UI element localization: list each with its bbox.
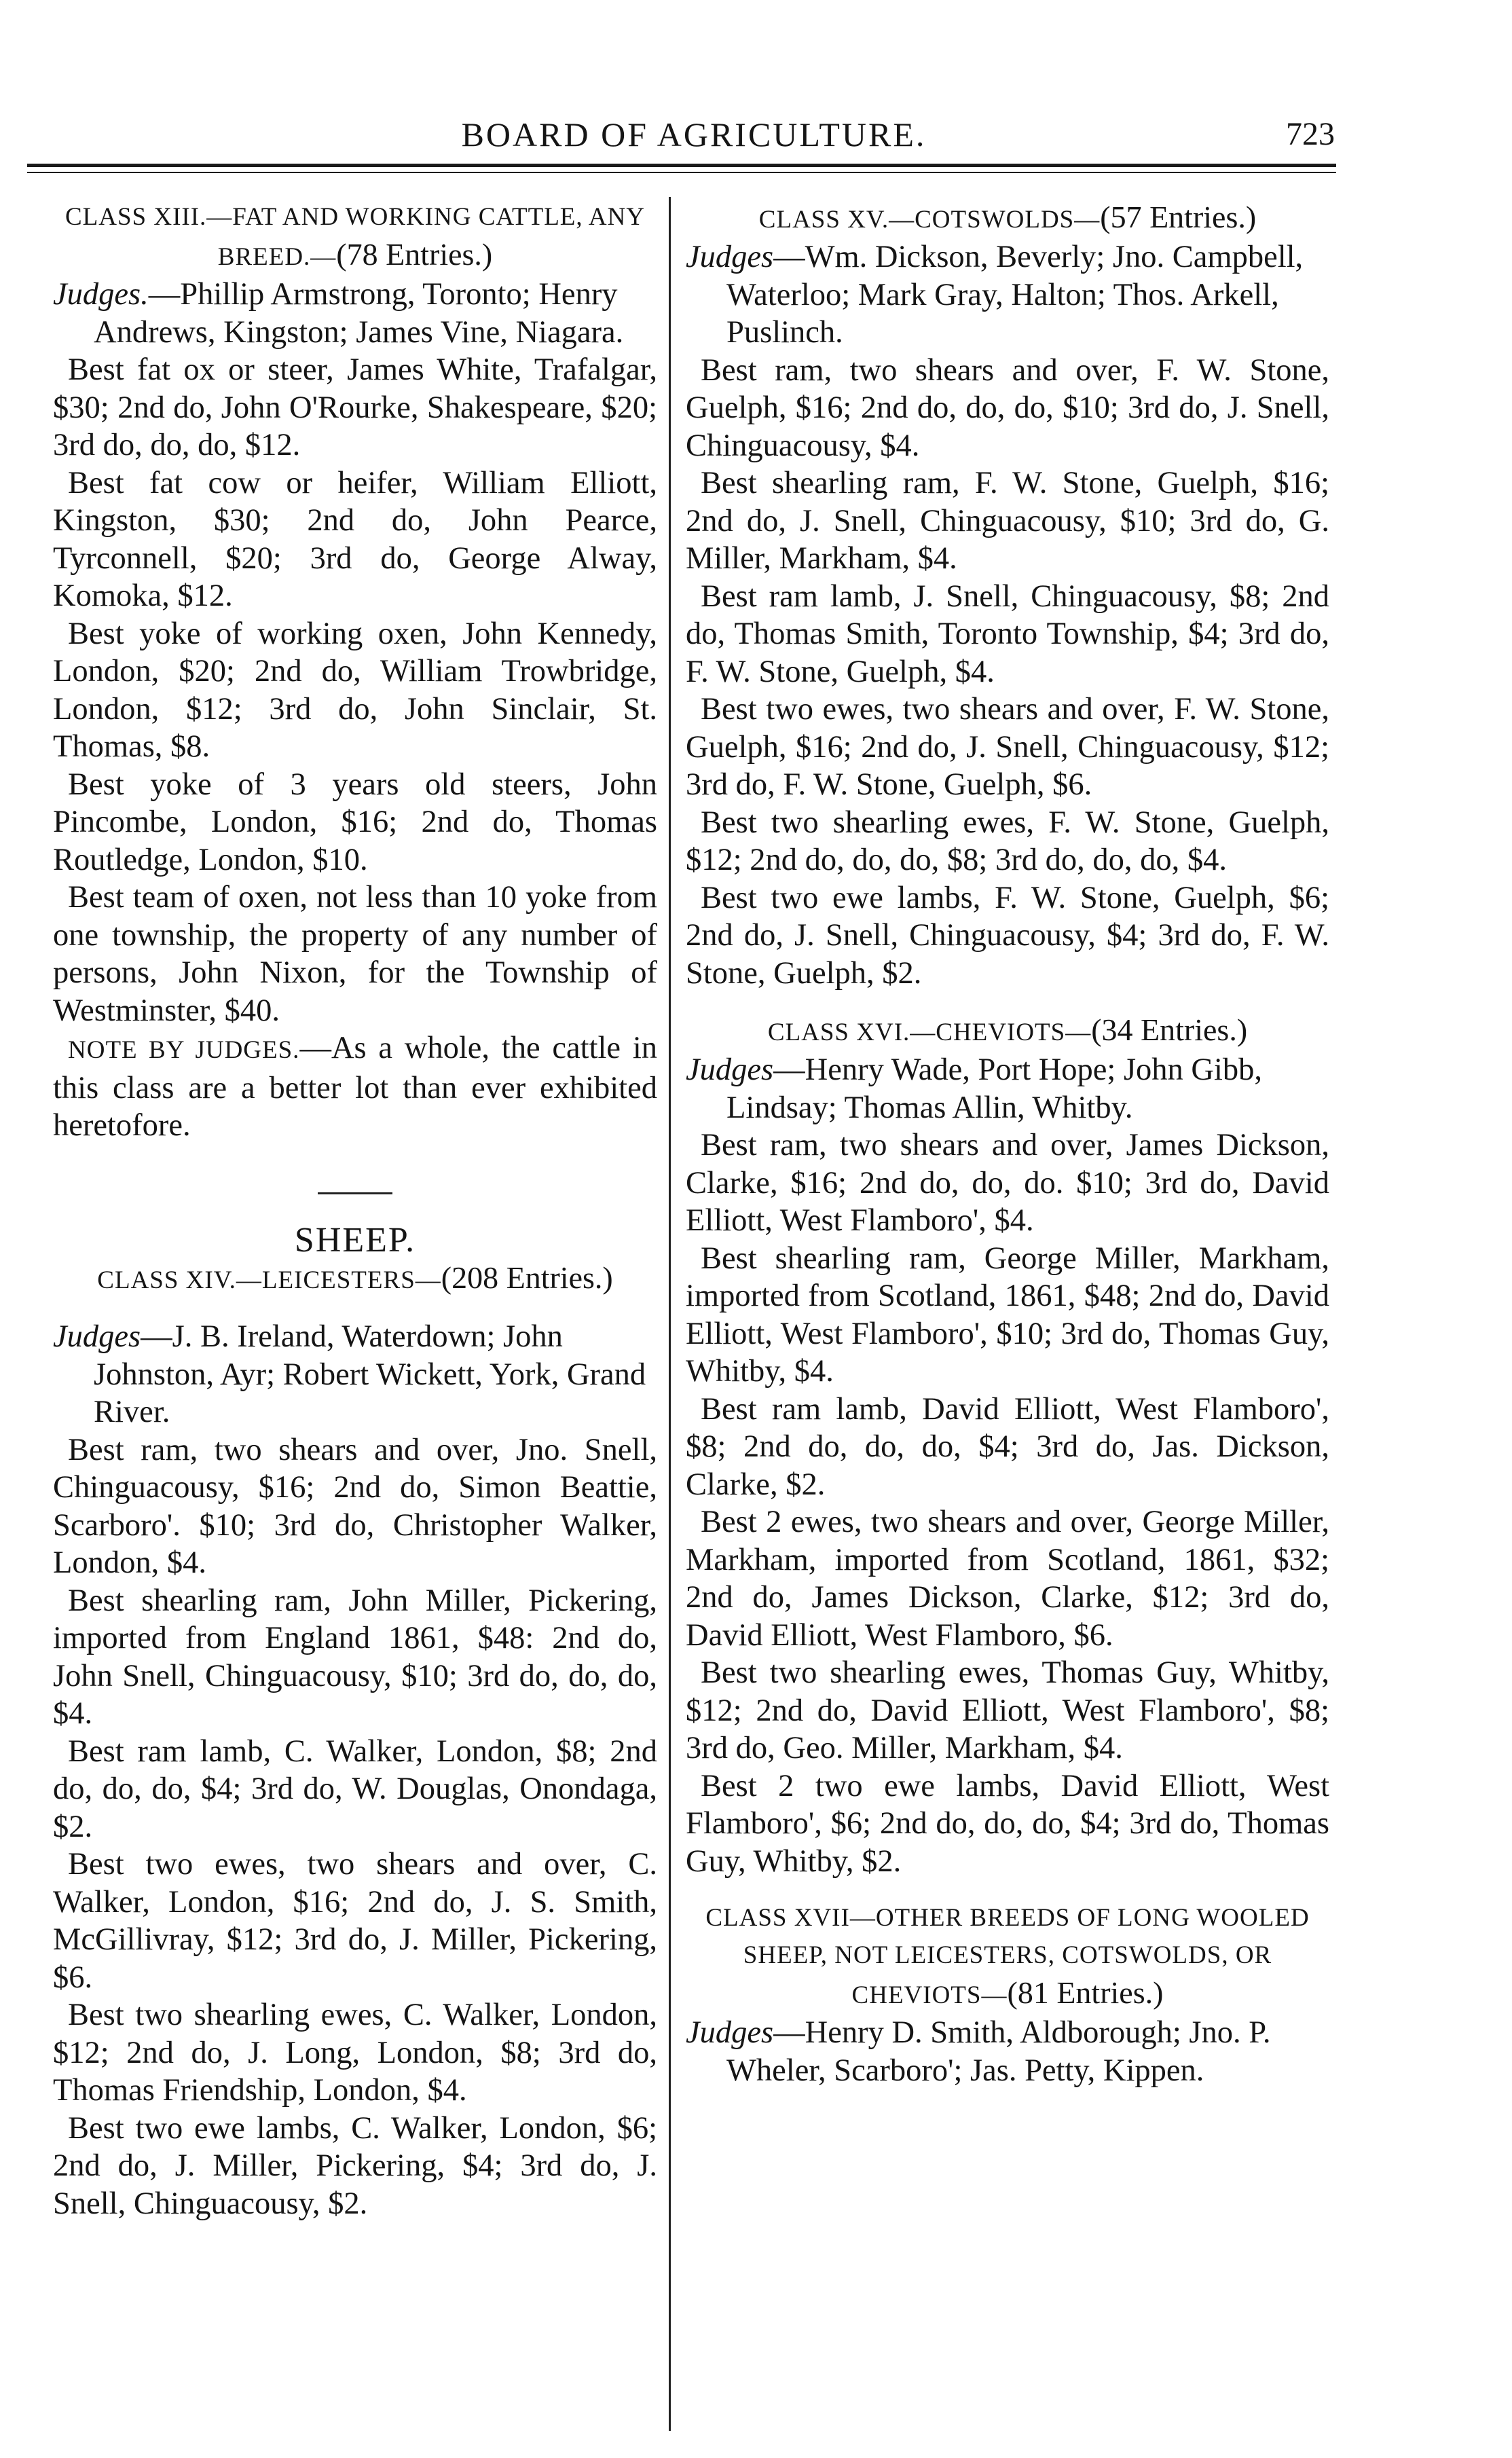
class-13-heading	[53, 198, 657, 276]
list-item: Best team of oxen, not less than 10 yoke from one township, the property of any number of persons, John Nixon, for the Township of Westminster, $40.	[53, 880, 657, 1028]
list-item: Best fat cow or heifer, William Elliott, Kingston, $30; 2nd do, John Pearce, Tyrconnell, $20; 3rd do, George Alway, Komoka, $12.	[53, 465, 657, 613]
spacer	[686, 992, 1329, 1011]
list-item: Best ram, two shears and over, Jno. Snell, Chinguacousy, $16; 2nd do, Simon Beattie, Scarboro'. $10; 3rd do, Christopher Walker, London, $4.	[53, 1432, 657, 1580]
list-item: Best shearling ram, F. W. Stone, Guelph, $16; 2nd do, J. Snell, Chinguacousy, $10; 3rd do, G. Miller, Markham, $4.	[686, 466, 1329, 576]
judges-label: Judges	[686, 1052, 774, 1087]
class-13-entry-count: (78 Entries.)	[336, 237, 493, 272]
class-14-judges	[53, 1318, 657, 1431]
list-item: Best two ewe lambs, C. Walker, London, $6; 2nd do, J. Miller, Pickering, $4; 3rd do, J. Snell, Chinguacousy, $2.	[53, 2110, 657, 2221]
list-item: Best shearling ram, George Miller, Markham, imported from Scotland, 1861, $48; 2nd do, David Elliott, West Flamboro', $10; 3rd do, Thomas Guy, Whitby, $4.	[686, 1241, 1329, 1389]
class-15-heading	[686, 198, 1329, 238]
judges-label: Judges	[686, 240, 774, 274]
header-rule-thin	[27, 172, 1336, 173]
class-13-judges	[53, 276, 657, 351]
header-rule-thick	[27, 164, 1336, 167]
running-title: BOARD OF AGRICULTURE.	[461, 115, 927, 153]
list-item: Best two shearling ewes, F. W. Stone, Guelph, $12; 2nd do, do, do, $8; 3rd do, do, do, $4.	[686, 805, 1329, 877]
list-item: Best two shearling ewes, Thomas Guy, Whitby, $12; 2nd do, David Elliott, West Flamboro', $8; 3rd do, Geo. Miller, Markham, $4.	[686, 1655, 1329, 1765]
judges-label: Judges.	[53, 277, 149, 312]
class-16-entry-count: (34 Entries.)	[1091, 1012, 1248, 1047]
list-item: Best two ewe lambs, F. W. Stone, Guelph, $6; 2nd do, J. Snell, Chinguacousy, $4; 3rd do, F. W. Stone, Guelph, $2.	[686, 880, 1329, 991]
class-17-judges	[686, 2014, 1329, 2089]
list-item: Best 2 ewes, two shears and over, George Miller, Markham, imported from Scotland, 1861, $32; 2nd do, James Dickson, Clarke, $12; 3rd do, David Elliott, West Flamboro, $6.	[686, 1505, 1329, 1653]
class-13-heading-text: CLASS XIII.—FAT AND WORKING CATTLE, ANY BREED.—	[64, 203, 646, 271]
judges-text: —Wm. Dickson, Beverly; Jno. Campbell, Waterloo; Mark Gray, Halton; Thos. Arkell, Puslinch.	[726, 240, 1304, 350]
class-16-heading-text: CLASS XVI.—CHEVIOTS—	[767, 1019, 1092, 1046]
judges-label: Judges	[53, 1319, 141, 1354]
section-title-sheep: SHEEP.	[294, 1220, 416, 1260]
page-header	[53, 114, 1335, 162]
list-item: Best ram lamb, J. Snell, Chinguacousy, $8; 2nd do, Thomas Smith, Toronto Township, $4; 3rd do, F. W. Stone, Guelph, $4.	[686, 579, 1329, 689]
class-17-heading	[686, 1899, 1329, 2014]
class-15-judges	[686, 238, 1329, 352]
judges-note	[53, 1029, 657, 1145]
judges-text: —Phillip Armstrong, Toronto; Henry Andrews, Kingston; James Vine, Niagara.	[94, 277, 624, 350]
list-item: Best two shearling ewes, C. Walker, London, $12; 2nd do, J. Long, London, $8; 3rd do, Thomas Friendship, London, $4.	[53, 1998, 657, 2108]
list-item: Best yoke of working oxen, John Kennedy, London, $20; 2nd do, William Trowbridge, London, $12; 3rd do, John Sinclair, St. Thomas, $8.	[53, 616, 657, 764]
spacer	[686, 1880, 1329, 1899]
list-item: Best yoke of 3 years old steers, John Pincombe, London, $16; 2nd do, Thomas Routledge, London, $10.	[53, 767, 657, 877]
note-text: —As a whole, the cattle in this class are a better lot than ever exhibited heretofore.	[53, 1031, 657, 1143]
column-divider	[669, 197, 671, 2431]
list-item: Best shearling ram, John Miller, Pickering, imported from England 1861, $48: 2nd do, John Snell, Chinguacousy, $10; 3rd do, do, do, $4.	[53, 1583, 657, 1731]
list-item: Best ram, two shears and over, James Dickson, Clarke, $16; 2nd do, do, do. $10; 3rd do, David Elliott, West Flamboro', $4.	[686, 1128, 1329, 1238]
class-14-heading	[53, 1259, 657, 1299]
class-17-heading-text: CLASS XVII—OTHER BREEDS OF LONG WOOLED SHEEP, NOT LEICESTERS, COTSWOLDS, OR CHEVIOTS—	[705, 1904, 1310, 2009]
class-16-judges	[686, 1051, 1329, 1126]
class-15-entry-count: (57 Entries.)	[1100, 200, 1257, 234]
judges-label: Judges	[686, 2015, 774, 2050]
list-item: Best two ewes, two shears and over, F. W. Stone, Guelph, $16; 2nd do, J. Snell, Chinguacousy, $12; 3rd do, F. W. Stone, Guelph, $6.	[686, 692, 1329, 802]
list-item: Best ram lamb, C. Walker, London, $8; 2nd do, do, do, $4; 3rd do, W. Douglas, Onondaga, $2.	[53, 1734, 657, 1844]
judges-text: —Henry D. Smith, Aldborough; Jno. P. Wheler, Scarboro'; Jas. Petty, Kippen.	[726, 2015, 1271, 2088]
list-item: Best ram, two shears and over, F. W. Stone, Guelph, $16; 2nd do, do, do, $10; 3rd do, J. Snell, Chinguacousy, $4.	[686, 352, 1329, 463]
left-column	[53, 198, 657, 2222]
spacer	[53, 1299, 657, 1318]
right-column	[686, 198, 1329, 2089]
section-divider	[318, 1192, 392, 1194]
page-number: 723	[1286, 116, 1335, 152]
list-item: Best two ewes, two shears and over, C. Walker, London, $16; 2nd do, J. S. Smith, McGillivray, $12; 3rd do, J. Miller, Pickering, $6.	[53, 1847, 657, 1995]
list-item: Best fat ox or steer, James White, Trafalgar, $30; 2nd do, John O'Rourke, Shakespeare, $20; 3rd do, do, do, $12.	[53, 352, 657, 462]
class-17-entry-count: (81 Entries.)	[1007, 1975, 1164, 2010]
list-item: Best ram lamb, David Elliott, West Flamboro', $8; 2nd do, do, do, $4; 3rd do, Jas. Dickson, Clarke, $2.	[686, 1391, 1329, 1502]
class-14-entry-count: (208 Entries.)	[441, 1260, 613, 1295]
judges-text: —J. B. Ireland, Waterdown; John Johnston, Ayr; Robert Wickett, York, Grand River.	[94, 1319, 646, 1429]
class-16-heading	[686, 1011, 1329, 1051]
class-14-heading-text: CLASS XIV.—LEICESTERS—	[97, 1266, 441, 1294]
judges-text: —Henry Wade, Port Hope; John Gibb, Lindsay; Thomas Allin, Whitby.	[726, 1052, 1263, 1125]
note-label: NOTE BY JUDGES.	[68, 1036, 300, 1064]
list-item: Best 2 two ewe lambs, David Elliott, West Flamboro', $6; 2nd do, do, do, $4; 3rd do, Thomas Guy, Whitby, $2.	[686, 1768, 1329, 1879]
class-15-heading-text: CLASS XV.—COTSWOLDS—	[758, 206, 1101, 234]
